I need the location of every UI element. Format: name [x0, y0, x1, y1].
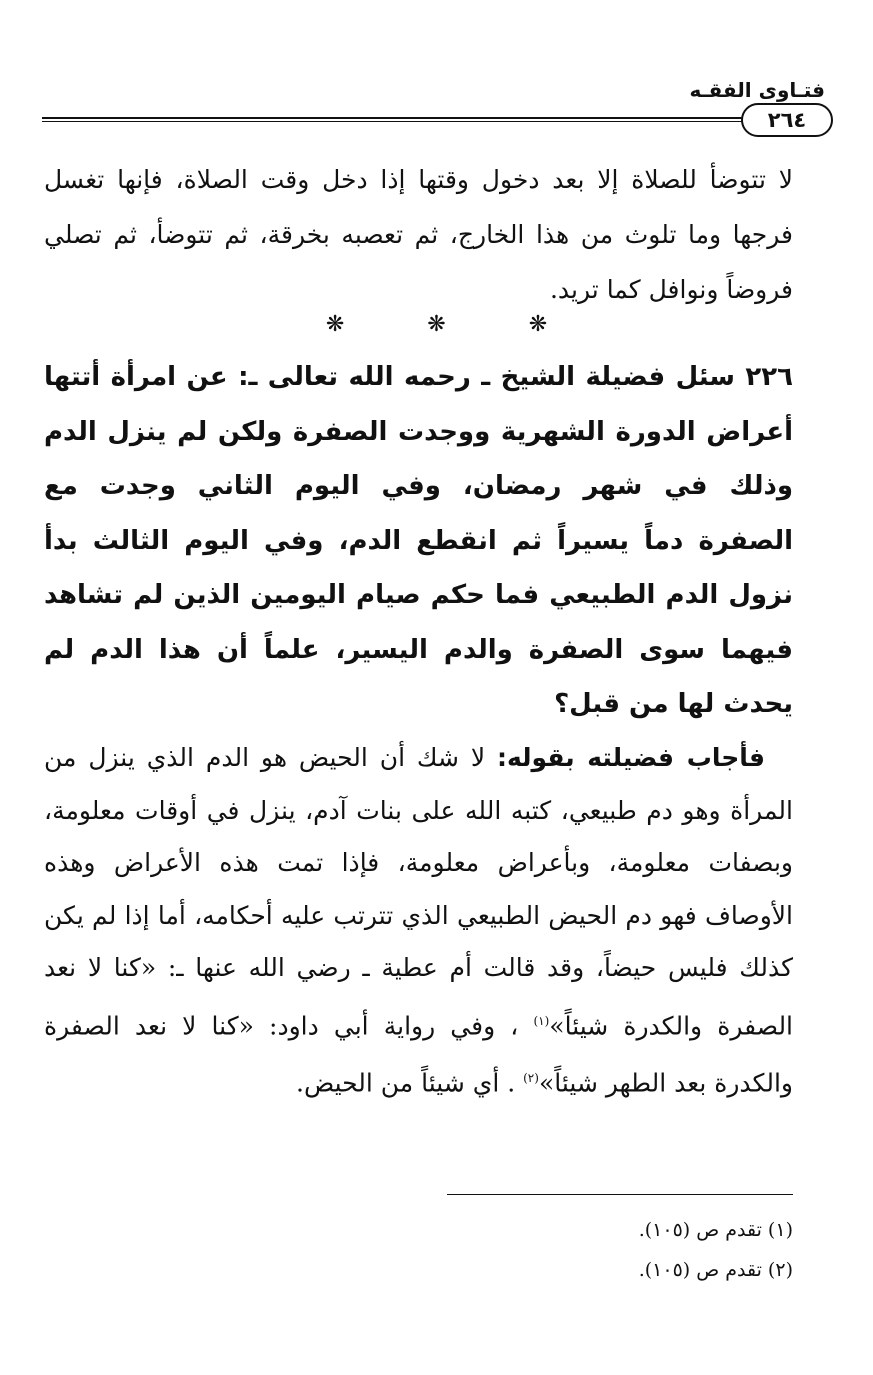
question-paragraph: ٢٢٦ سئل فضيلة الشيخ ـ رحمه الله تعالى ـ: عن امرأة أتتها أعراض الدورة الشهرية ووجدت الصفرة ولكن لم ينزل الدم وذلك في شهر رمضان، وفي اليوم الثاني وجدت مع الصفرة دماً يسيراً ثم انقطع الدم، وفي اليوم الثالث بدأ نزول الدم الطبيعي فما حكم صيام اليومين الذين لم تشاهد فيهما سوى الصفرة والدم اليسير، علماً أن هذا الدم لم يحدث لها من قبل؟ — [44, 362, 793, 719]
footnote-rule — [447, 1194, 793, 1195]
page-number: ٢٦٤ — [767, 108, 807, 132]
answer-text-2: ، وفي رواية أبي داود: «كنا لا نعد الصفرة والكدرة بعد الطهر شيئاً» — [44, 1010, 793, 1098]
page-number-badge — [741, 103, 833, 137]
footnote-2: (٢) تقدم ص (١٠٥). — [638, 1259, 793, 1281]
footnote-ref-1[interactable]: (١) — [533, 1013, 550, 1028]
answer-text-1: لا شك أن الحيض هو الدم الذي ينزل من المرأة وهو دم طبيعي، كتبه الله على بنات آدم، ينزل في أوقات معلومة، وبصفات معلومة، وبأعراض معلومة، فإذا تمت هذه الأعراض وهذه الأوصاف فهو دم الحيض الطبيعي الذي تترتب عليه أحكامه، أما إذا لم يكن كذلك فليس حيضاً، وقد قالت أم عطية ـ رضي الله عنها ـ: «كنا لا نعد الصفرة والكدرة شيئاً» — [44, 743, 794, 1040]
header-rule — [42, 117, 742, 122]
answer-lead: فأجاب فضيلته بقوله: — [497, 743, 765, 772]
running-title: فتـاوى الفقـه — [689, 78, 825, 102]
footnote-ref-2[interactable]: (٢) — [523, 1071, 539, 1086]
footnote-1: (١) تقدم ص (١٠٥). — [638, 1219, 793, 1241]
section-separator: ❋ ❋ ❋ — [325, 312, 586, 337]
footnotes — [639, 1210, 793, 1290]
answer-paragraph — [44, 732, 793, 1110]
answer-text-3: . أي شيئاً من الحيض. — [296, 1068, 524, 1098]
intro-paragraph: لا تتوضأ للصلاة إلا بعد دخول وقتها إذا دخل وقت الصلاة، فإنها تغسل فرجها وما تلوث من هذا الخارج، ثم تعصبه بخرقة، ثم تتوضأ، ثم تصلي فروضاً ونوافل كما تريد. — [44, 165, 793, 304]
